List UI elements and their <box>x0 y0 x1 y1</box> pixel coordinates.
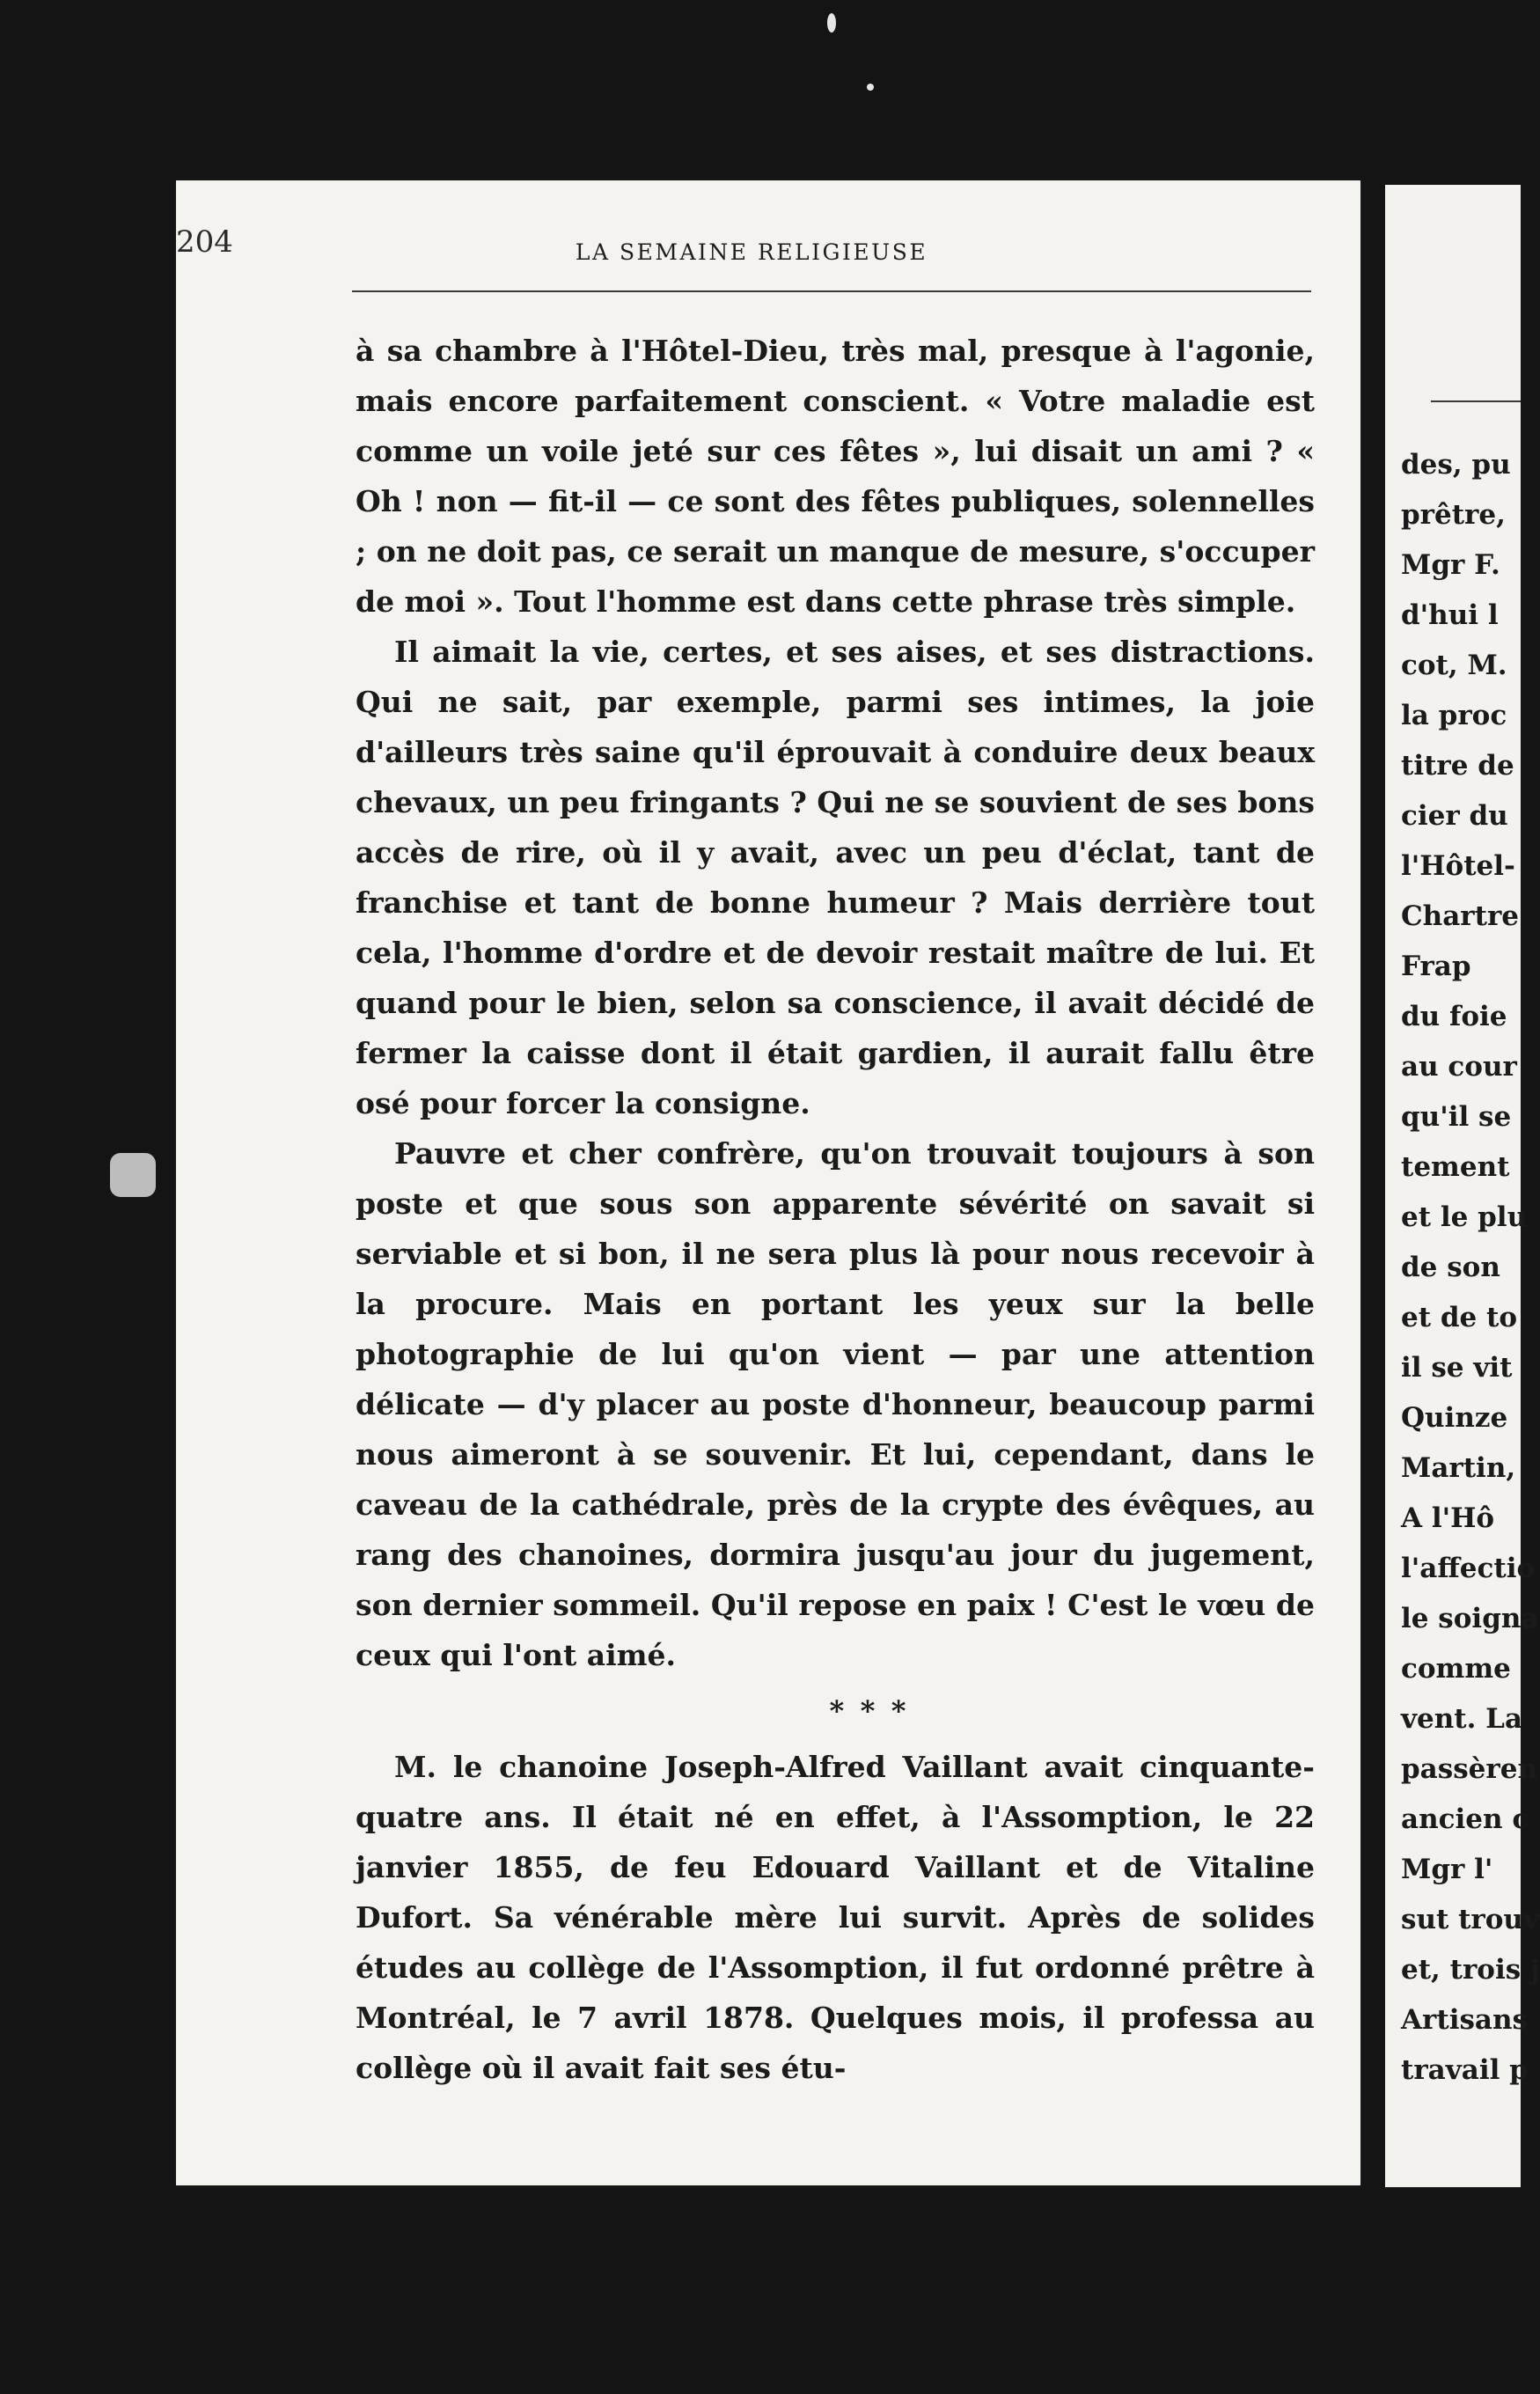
facing-page-line: Martin, <box>1401 1452 1516 1484</box>
facing-page-line: prêtre, <box>1401 499 1506 531</box>
facing-page-line: comme <box>1401 1653 1511 1685</box>
paragraph: Pauvre et cher confrère, qu'on trouvait toujours à son poste et que sous son apparente sévérité on savait si serviable et si bon, il ne sera plus là pour nous recevoir à la procure. Mais en portant les yeux sur la belle photographie de lui qu'on vient — par une attention délicate — d'y placer au poste d'honneur, beaucoup parmi nous aimeront à se souvenir. Et lui, cependant, dans le caveau de la cathédrale, près de la crypte des évêques, au rang des chanoines, dormira jusqu'au jour du jugement, son dernier sommeil. Qu'il repose en paix ! C'est le vœu de ceux qui l'ont aimé. <box>356 1136 1315 1672</box>
facing-page-line: vent. La <box>1401 1703 1523 1735</box>
paragraph: Il aimait la vie, certes, et ses aises, et ses distractions. Qui ne sait, par exemple, parmi ses intimes, la joie d'ailleurs très saine qu'il éprouvait à conduire deux beaux chevaux, un peu fringants ? Qui ne se souvient de ses bons accès de rire, où il y avait, avec un peu d'éclat, tant de franchise et tant de bonne humeur ? Mais derrière tout cela, l'homme d'ordre et de devoir restait maître de lui. Et quand pour le bien, selon sa conscience, il avait décidé de fermer la caisse dont il était gardien, il aurait fallu être osé pour forcer la consigne. <box>356 635 1315 1120</box>
facing-page-line: qu'il se <box>1401 1101 1512 1133</box>
facing-page-line: il se vit <box>1401 1352 1513 1384</box>
dust-speck <box>110 1153 156 1197</box>
facing-page-line: de son <box>1401 1252 1500 1283</box>
facing-page-line: tement <box>1401 1151 1510 1183</box>
facing-page-line: du foie <box>1401 1001 1507 1032</box>
facing-page-line: sut trouv <box>1401 1904 1539 1935</box>
facing-page-line: Quinze <box>1401 1402 1508 1434</box>
paragraph: à sa chambre à l'Hôtel-Dieu, très mal, presque à l'agonie, mais encore parfaitement conscient. « Votre maladie est comme un voile jeté sur ces fêtes », lui disait un ami ? « Oh ! non — fit-il — ce sont des fêtes publiques, solennelles ; on ne doit pas, ce serait un manque de mesure, s'occuper de moi ». Tout l'homme est dans cette phrase très simple. <box>356 334 1315 619</box>
facing-page-line: titre de <box>1401 750 1514 782</box>
facing-page-line: l'affectio <box>1401 1553 1536 1584</box>
facing-page-text <box>1401 440 1540 2096</box>
facing-page-line: Mgr l' <box>1401 1854 1493 1885</box>
facing-page-line: des, pu <box>1401 449 1511 481</box>
facing-page-line: Artisans <box>1401 2004 1529 2036</box>
facing-page-line: A l'Hô <box>1401 1502 1495 1534</box>
facing-page-line: Frap <box>1401 951 1471 982</box>
facing-page-line: le soigna <box>1401 1603 1539 1634</box>
dust-speck <box>867 84 874 91</box>
facing-page-line: et, trois j <box>1401 1954 1540 1986</box>
page-number: 204 <box>176 224 233 260</box>
section-separator: * * * <box>829 1694 912 1728</box>
facing-page-line: cot, M. <box>1401 650 1507 681</box>
facing-page-line: et de to <box>1401 1302 1518 1333</box>
facing-page-rule <box>1431 400 1521 402</box>
facing-page-line: la proc <box>1401 700 1507 731</box>
paragraph: M. le chanoine Joseph-Alfred Vaillant avait cinquante-quatre ans. Il était né en effet, à l'Assomption, le 22 janvier 1855, de feu Edouard Vaillant et de Vitaline Dufort. Sa vénérable mère lui survit. Après de solides études au collège de l'Assomption, il fut ordonné prêtre à Montréal, le 7 avril 1878. Quelques mois, il professa au collège où il avait fait ses étu- <box>356 1750 1315 2085</box>
article-body <box>356 326 1315 2093</box>
facing-page-line: Mgr F. <box>1401 549 1500 581</box>
facing-page-line: au cour <box>1401 1051 1517 1083</box>
header-rule <box>352 290 1311 292</box>
facing-page-line: l'Hôtel- <box>1401 850 1515 882</box>
facing-page-line: passèren <box>1401 1753 1537 1785</box>
facing-page-line: Chartre <box>1401 900 1520 932</box>
facing-page-line: cier du <box>1401 800 1508 832</box>
facing-page-line: d'hui l <box>1401 599 1499 631</box>
facing-page-line: ancien c <box>1401 1803 1529 1835</box>
facing-page-line: travail p <box>1401 2054 1529 2086</box>
running-head-title: LA SEMAINE RELIGIEUSE <box>575 239 928 265</box>
facing-page-line: et le plu <box>1401 1201 1528 1233</box>
dust-speck <box>827 13 836 33</box>
